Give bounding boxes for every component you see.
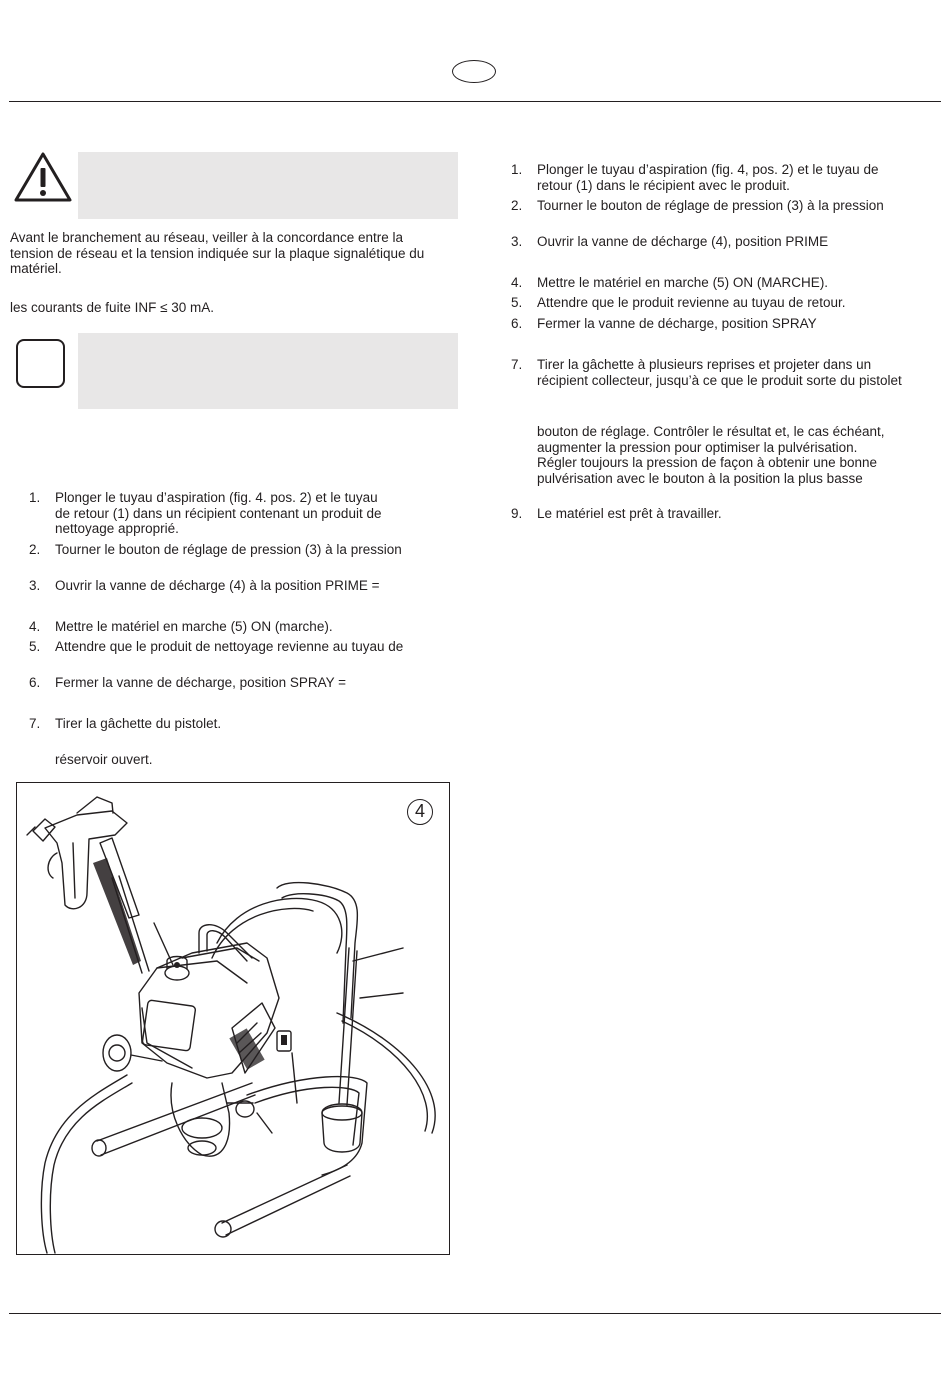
step-number: 1. xyxy=(511,162,523,177)
header-rule xyxy=(9,101,941,102)
step-number: 5. xyxy=(29,639,41,654)
step-text: Attendre que le produit de nettoyage revienne au tuyau de xyxy=(55,639,404,654)
note-panel xyxy=(78,333,458,409)
step-text: Mettre le matériel en marche (5) ON (marche). xyxy=(55,619,333,634)
step-text: Tirer la gâchette à plusieurs reprises et projeter dans un récipient collecteur, jusqu’à ce que le produit sorte du pistolet xyxy=(537,357,902,388)
step-text: Le matériel est prêt à travailler. xyxy=(537,506,722,521)
step-text: Ouvrir la vanne de décharge (4) à la position PRIME = xyxy=(55,578,380,593)
step-text: Mettre le matériel en marche (5) ON (MARCHE). xyxy=(537,275,829,290)
step-8-text: bouton de réglage. Contrôler le résultat et, le cas échéant, augmenter la pression pour optimiser la pulvérisation. Régler toujours la pression de façon à obtenir une bonne pulvérisation avec le bouton à la position la plus basse xyxy=(537,424,885,486)
step-text: Fermer la vanne de décharge, position SPRAY = xyxy=(55,675,347,690)
step-number: 5. xyxy=(511,295,523,310)
step-number: 6. xyxy=(29,675,41,690)
step-number: 9. xyxy=(511,506,523,521)
footer-rule xyxy=(9,1313,941,1314)
step-text: Tourner le bouton de réglage de pression (3) à la pression xyxy=(55,542,402,557)
step-text: Ouvrir la vanne de décharge (4), position PRIME xyxy=(537,234,829,249)
leak-current-text: les courants de fuite INF ≤ 30 mA. xyxy=(10,300,214,315)
step-number: 7. xyxy=(511,357,523,372)
reservoir-text: réservoir ouvert. xyxy=(55,752,153,767)
step-number: 3. xyxy=(511,234,523,249)
step-text: Fermer la vanne de décharge, position SPRAY xyxy=(537,316,817,331)
step-number: 1. xyxy=(29,490,41,505)
language-badge xyxy=(452,60,496,83)
note-icon xyxy=(16,339,65,388)
step-number: 2. xyxy=(29,542,41,557)
step-text: Tirer la gâchette du pistolet. xyxy=(55,716,222,731)
step-text: Plonger le tuyau d’aspiration (fig. 4, pos. 2) et le tuyau de retour (1) dans le récipient avec le produit. xyxy=(537,162,879,193)
figure-number: 4 xyxy=(414,801,425,821)
step-number: 2. xyxy=(511,198,523,213)
warning-icon xyxy=(12,150,74,204)
figure-4 xyxy=(16,782,450,1255)
step-number: 4. xyxy=(511,275,523,290)
step-number: 7. xyxy=(29,716,41,731)
warning-panel xyxy=(78,152,458,219)
step-text: Tourner le bouton de réglage de pression (3) à la pression xyxy=(537,198,884,213)
step-text: Plonger le tuyau d’aspiration (fig. 4. pos. 2) et le tuyau de retour (1) dans un récipient contenant un produit de nettoyage approprié. xyxy=(55,490,382,536)
step-text: Attendre que le produit revienne au tuyau de retour. xyxy=(537,295,846,310)
airless-sprayer-illustration xyxy=(17,783,449,1254)
power-connection-text: Avant le branchement au réseau, veiller à la concordance entre la tension de réseau et la tension indiquée sur la plaque signalétique du matériel. xyxy=(10,230,425,276)
step-number: 4. xyxy=(29,619,41,634)
step-number: 3. xyxy=(29,578,41,593)
step-number: 6. xyxy=(511,316,523,331)
